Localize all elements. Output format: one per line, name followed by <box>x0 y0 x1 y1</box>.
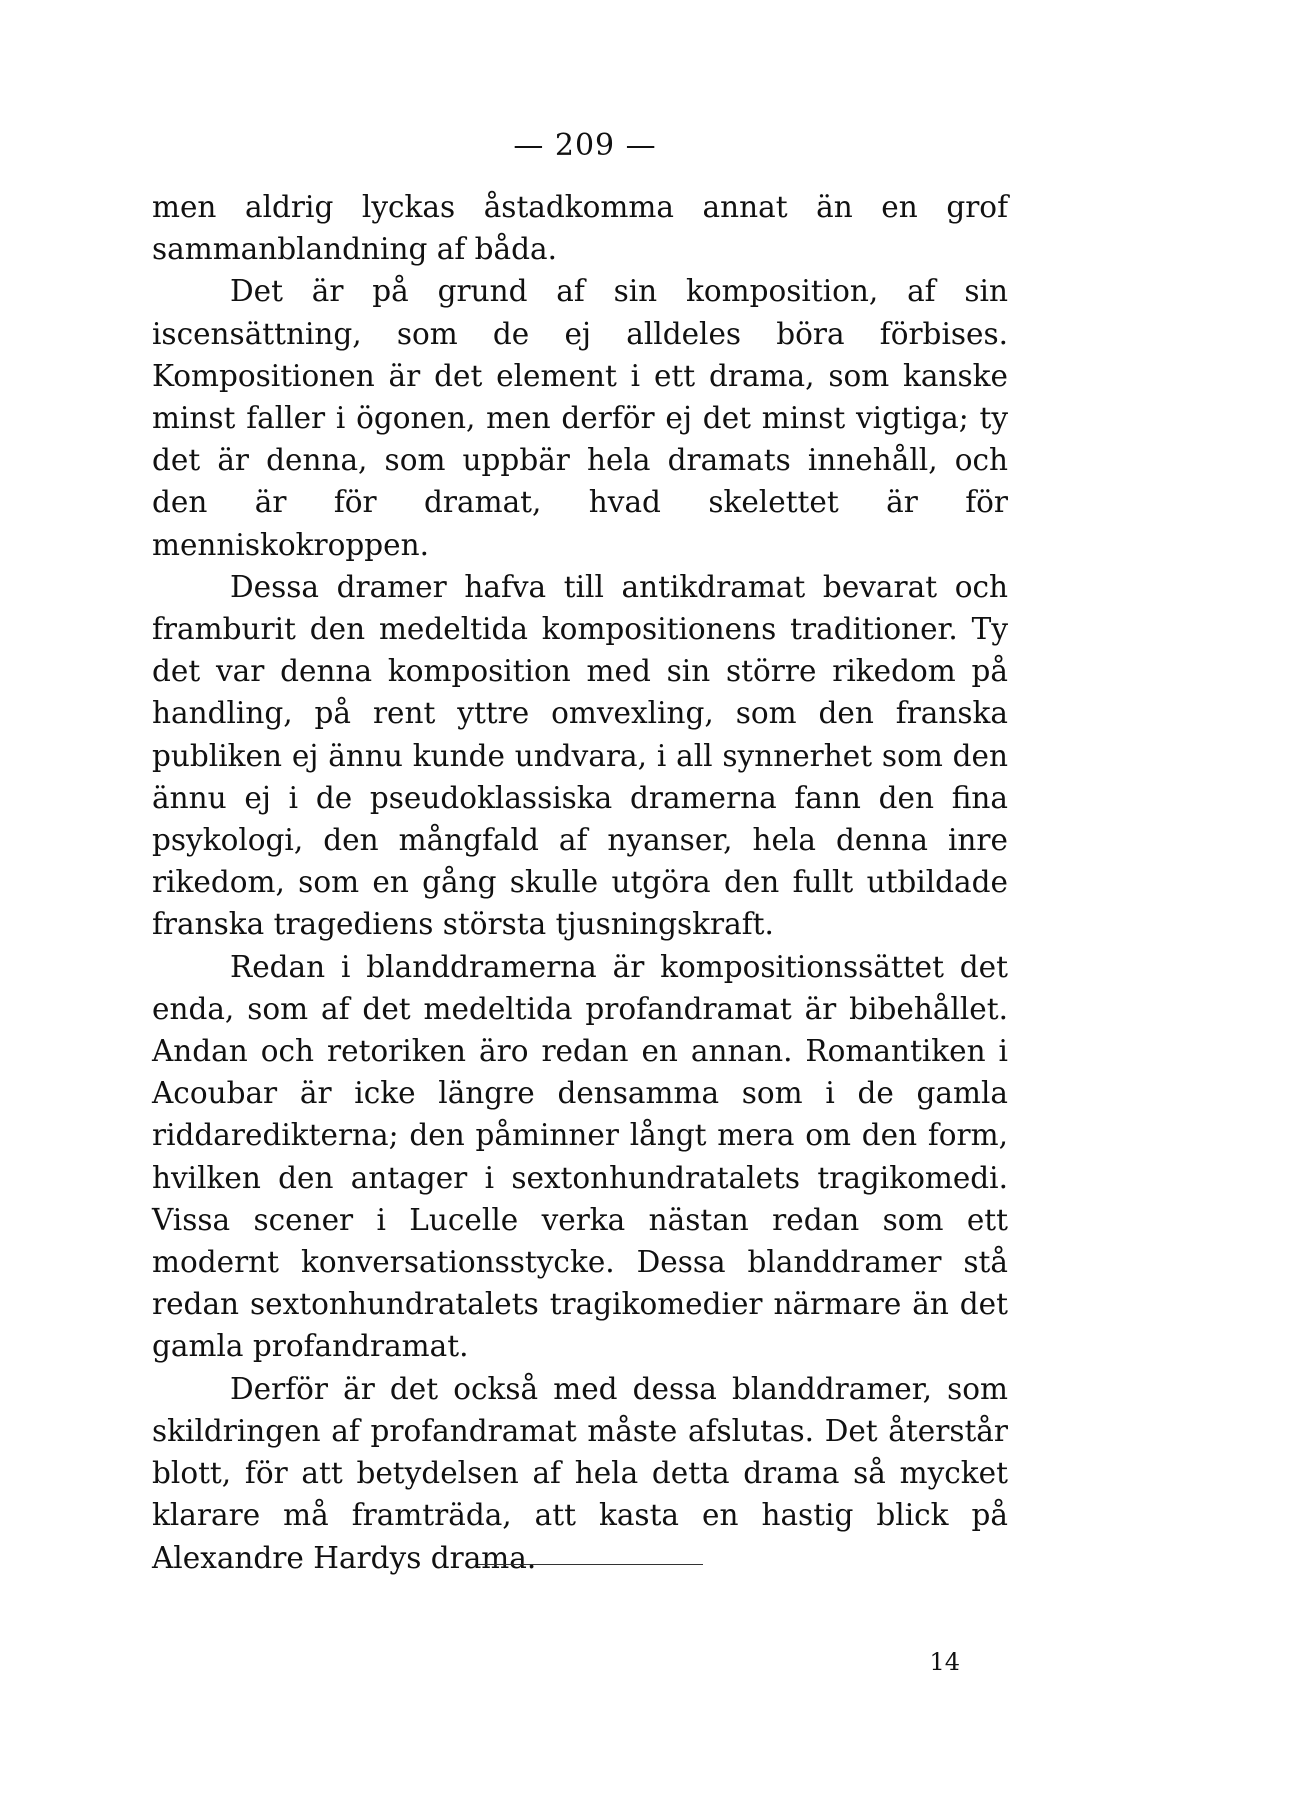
paragraph: Dessa dramer hafva till antikdramat bevarat och framburit den medeltida kompositionens traditioner. Ty det var denna komposition med sin större rikedom på handling, på rent yttre omvexling, som den franska publiken ej ännu kunde undvara, i all synnerhet som den ännu ej i de pseudoklassiska dramerna fann den fina psykologi, den mångfald af nyanser, hela denna inre rikedom, som en gång skulle utgöra den fullt utbildade franska tragediens största tjusningskraft. <box>152 569 1008 942</box>
printer-signature: 14 <box>929 1648 960 1676</box>
paragraph: Derför är det också med dessa blanddramer, som skildringen af profandramat måste afslutas. Det återstår blott, för att betydelsen af hela detta drama så mycket klarare må framträda, att kasta en hastig blick på Alexandre Hardys drama. <box>152 1371 1008 1575</box>
body-text <box>152 186 1008 1579</box>
page-number: — 209 — <box>513 128 657 163</box>
paragraph: Redan i blanddramerna är kompositionssättet det enda, som af det medeltida profandramat är bibehållet. Andan och retoriken äro redan en annan. Romantiken i Acoubar är icke längre densamma som i de gamla riddaredikterna; den påminner långt mera om den form, hvilken den antager i sextonhundratalets tragikomedi. Vissa scener i Lucelle verka nästan redan som ett modernt konversationsstycke. Dessa blanddramer stå redan sextonhundratalets tragikomedier närmare än det gamla profandramat. <box>152 949 1008 1364</box>
section-divider <box>478 1564 703 1565</box>
paragraph: men aldrig lyckas åstadkomma annat än en grof sammanblandning af båda. <box>152 190 1008 267</box>
paragraph: Det är på grund af sin komposition, af sin iscensättning, som de ej alldeles böra förbises. Kompositionen är det element i ett drama, som kanske minst faller i ögonen, men derför ej det minst vigtiga; ty det är denna, som uppbär hela dramats innehåll, och den är för dramat, hvad skelettet är för menniskokroppen. <box>152 274 1008 562</box>
